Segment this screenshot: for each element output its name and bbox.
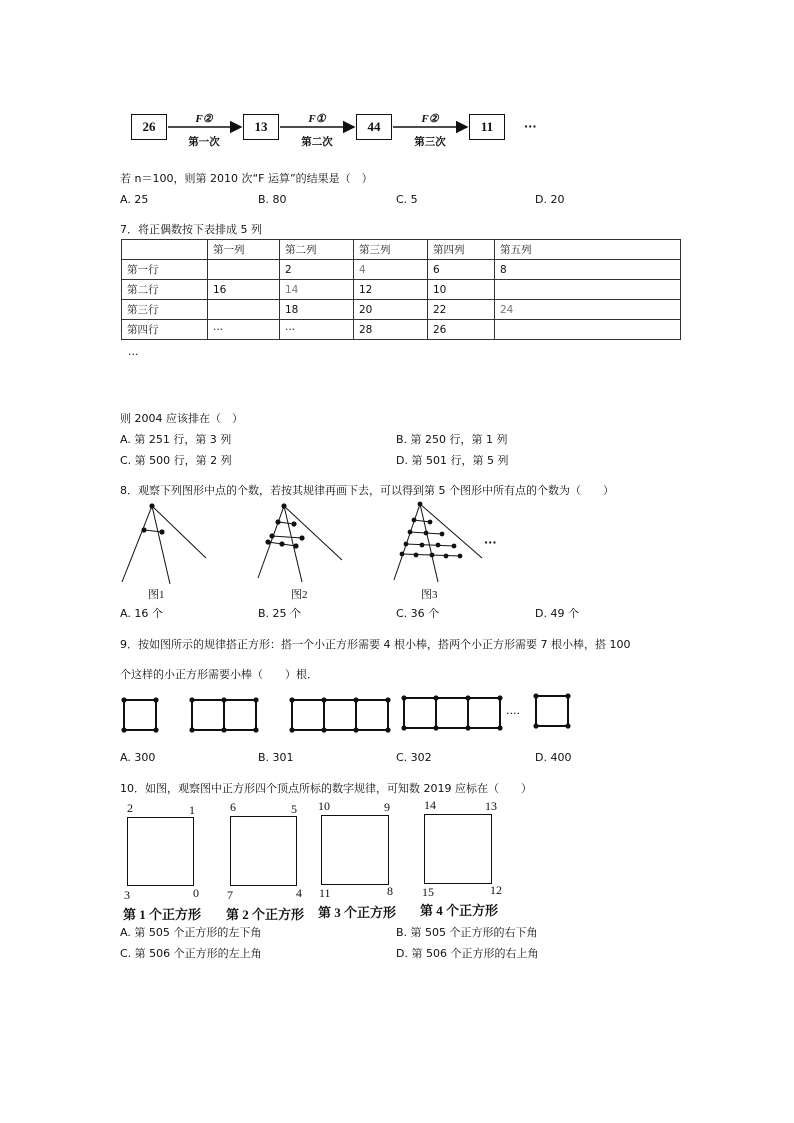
flow-box-4: 11: [469, 114, 505, 140]
table-cell: 6: [428, 260, 495, 280]
table-header: 第五列: [495, 240, 681, 260]
table-cell: [122, 240, 208, 260]
q8-option-a: A. 16 个: [120, 607, 163, 620]
square-3-br: 8: [387, 884, 393, 898]
q9-question-line2: 个这样的小正方形需要小棒（ ）根．: [120, 668, 318, 681]
square-1-bl: 3: [124, 888, 130, 902]
q10-option-d: D. 第 506 个正方形的右上角: [396, 947, 539, 960]
flow-step-1: 第一次: [188, 136, 220, 148]
q8-option-b: B. 25 个: [258, 607, 302, 620]
q10-question: 10．如图，观察图中正方形四个顶点所标的数字规律，可知数 2019 应标在（ ）: [120, 782, 532, 795]
table-cell: 第三行: [122, 300, 208, 320]
q10-option-c: C. 第 506 个正方形的左上角: [120, 947, 262, 960]
q9-ellipsis: ····: [506, 707, 520, 720]
square-2-tl: 6: [230, 800, 236, 814]
square-3-tr: 9: [384, 800, 390, 814]
square-3-tl: 10: [318, 799, 330, 813]
table-cell: 第四行: [122, 320, 208, 340]
q6-option-a: A. 25: [120, 193, 149, 206]
flow-op-3: F②: [421, 113, 439, 125]
table-cell: 22: [428, 300, 495, 320]
table-cell: 第一行: [122, 260, 208, 280]
square-1-caption: 第 1 个正方形: [123, 907, 202, 922]
q7-option-a: A. 第 251 行，第 3 列: [120, 433, 232, 446]
table-cell: 8: [495, 260, 681, 280]
table-header: 第三列: [354, 240, 428, 260]
table-cell: 20: [354, 300, 428, 320]
table-cell: 16: [208, 280, 280, 300]
square-4-bl: 15: [422, 885, 434, 899]
flow-step-3: 第三次: [414, 136, 446, 148]
q6-option-c: C. 5: [396, 193, 418, 206]
square-3-caption: 第 3 个正方形: [318, 905, 397, 920]
square-1-br: 0: [193, 886, 199, 900]
table-cell: 24: [495, 300, 681, 320]
table-header: 第一列: [208, 240, 280, 260]
square-2-br: 4: [296, 886, 302, 900]
table-cell: 26: [428, 320, 495, 340]
square-3: [321, 815, 389, 885]
square-1: [127, 817, 194, 886]
q10-option-a: A. 第 505 个正方形的左下角: [120, 926, 262, 939]
square-2-caption: 第 2 个正方形: [226, 907, 305, 922]
table-cell: [208, 300, 280, 320]
square-4-tr: 13: [485, 799, 497, 813]
q8-question: 8．观察下列图形中点的个数，若按其规律再画下去，可以得到第 5 个图形中所有点的个数为（ ）: [120, 484, 614, 497]
q9-option-d: D. 400: [535, 751, 572, 764]
square-3-bl: 11: [319, 886, 331, 900]
table-cell: 28: [354, 320, 428, 340]
flow-ellipsis: ···: [524, 120, 537, 133]
flow-box-1: 26: [131, 114, 167, 140]
q8-caption-1: 图1: [148, 589, 165, 601]
table-cell: 10: [428, 280, 495, 300]
table-cell: 第二行: [122, 280, 208, 300]
table-row: [122, 300, 681, 320]
table-row: [122, 280, 681, 300]
table-cell: 14: [280, 280, 354, 300]
q6-option-b: B. 80: [258, 193, 287, 206]
table-header: 第二列: [280, 240, 354, 260]
flow-op-2: F①: [308, 113, 326, 125]
flow-arrows: [0, 0, 794, 160]
table-header: 第四列: [428, 240, 495, 260]
square-2-tr: 5: [291, 802, 297, 816]
square-1-tr: 1: [189, 803, 195, 817]
q7-question: 7．将正偶数按下表排成 5 列: [120, 223, 262, 236]
q8-caption-2: 图2: [291, 589, 308, 601]
q8-ellipsis: ···: [484, 536, 497, 549]
square-1-tl: 2: [127, 801, 133, 815]
q6-option-d: D. 20: [535, 193, 565, 206]
square-4-tl: 14: [424, 798, 436, 812]
q8-option-c: C. 36 个: [396, 607, 440, 620]
table-cell: 4: [354, 260, 428, 280]
square-2-bl: 7: [227, 888, 233, 902]
table-cell: [495, 280, 681, 300]
q8-caption-3: 图3: [421, 589, 438, 601]
square-4-caption: 第 4 个正方形: [420, 903, 499, 918]
q9-option-b: B. 301: [258, 751, 294, 764]
q9-question-line1: 9．按如图所示的规律搭正方形：搭一个小正方形需要 4 根小棒，搭两个小正方形需要 7 根小棒，搭 100: [120, 638, 631, 651]
table-row: [122, 320, 681, 340]
table-cell: 18: [280, 300, 354, 320]
q7-table: [121, 239, 681, 340]
flow-step-2: 第二次: [301, 136, 333, 148]
table-cell: ···: [280, 320, 354, 340]
table-cell: 2: [280, 260, 354, 280]
q7-option-d: D. 第 501 行，第 5 列: [396, 454, 509, 467]
square-2: [230, 816, 297, 886]
table-cell: [495, 320, 681, 340]
square-4: [424, 814, 492, 884]
table-row: [122, 260, 681, 280]
square-4-br: 12: [490, 883, 502, 897]
flow-box-3: 44: [356, 114, 392, 140]
q7-ask: 则 2004 应该排在（ ）: [120, 412, 243, 425]
table-cell: 12: [354, 280, 428, 300]
q10-option-b: B. 第 505 个正方形的右下角: [396, 926, 538, 939]
table-cell: ···: [208, 320, 280, 340]
q7-option-b: B. 第 250 行，第 1 列: [396, 433, 508, 446]
q8-option-d: D. 49 个: [535, 607, 579, 620]
table-cell: [208, 260, 280, 280]
flow-op-1: F②: [195, 113, 213, 125]
q7-option-c: C. 第 500 行，第 2 列: [120, 454, 232, 467]
flow-box-2: 13: [243, 114, 279, 140]
q9-option-a: A. 300: [120, 751, 156, 764]
q7-more: ···: [128, 348, 139, 361]
q9-option-c: C. 302: [396, 751, 432, 764]
q8-dot-figures: [118, 500, 508, 600]
table-header-row: [122, 240, 681, 260]
q6-question: 若 n＝100，则第 2010 次“F 运算”的结果是（ ）: [120, 172, 373, 185]
